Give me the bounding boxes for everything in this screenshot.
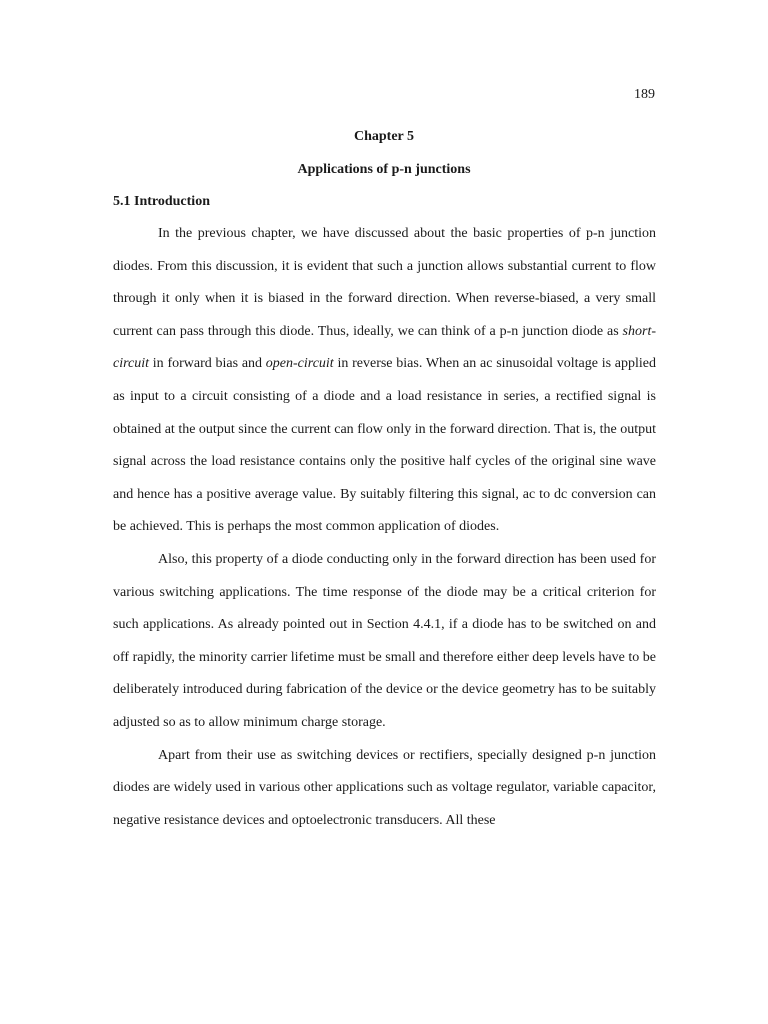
paragraph-3: Apart from their use as switching devices or rectifiers, specially designed p-n junction diodes are widely used in various other applications such as voltage regulator, variable capacitor, negative resistance devices and optoelectronic transducers. All these bbox=[113, 747, 656, 828]
body-text bbox=[113, 218, 656, 837]
page-number: 189 bbox=[634, 87, 655, 102]
chapter-title: Applications of p-n junctions bbox=[297, 162, 471, 177]
paragraph-1-part-a: In the previous chapter, we have discussed about the basic properties of p-n junction diodes. From this discussion, it is evident that such a junction allows substantial current to flow through it only when it is biased in the forward direction. When reverse-biased, a very small current can pass through this diode. Thus, ideally, we can think of a p-n junction diode as bbox=[113, 226, 656, 339]
paragraph-1-part-c: in reverse bias. When an ac sinusoidal voltage is applied as input to a circuit consisting of a diode and a load resistance in series, a rectified signal is obtained at the output since the current can flow only in the forward direction. That is, the output signal across the load resistance contains only the positive half cycles of the original sine wave and hence has a positive average value. By suitably filtering this signal, ac to dc conversion can be achieved. This is perhaps the most common application of diodes. bbox=[113, 356, 657, 535]
chapter-label: Chapter 5 bbox=[353, 129, 415, 144]
open-circuit-term: open-circuit bbox=[265, 356, 334, 372]
paragraph-2: Also, this property of a diode conducting only in the forward direction has been used for various switching applications. The time response of the diode may be a critical criterion for such applications. As already pointed out in Section 4.4.1, if a diode has to be switched on and off rapidly, the minority carrier lifetime must be small and therefore either deep levels have to be deliberately introduced during fabrication of the device or the device geometry has to be suitably adjusted so as to allow minimum charge storage. bbox=[113, 551, 656, 730]
section-heading: 5.1 Introduction bbox=[113, 194, 210, 209]
paragraph-1-part-b: in forward bias and bbox=[149, 356, 266, 372]
paragraph-1 bbox=[113, 218, 656, 544]
short-circuit-term: short-circuit bbox=[113, 323, 656, 372]
